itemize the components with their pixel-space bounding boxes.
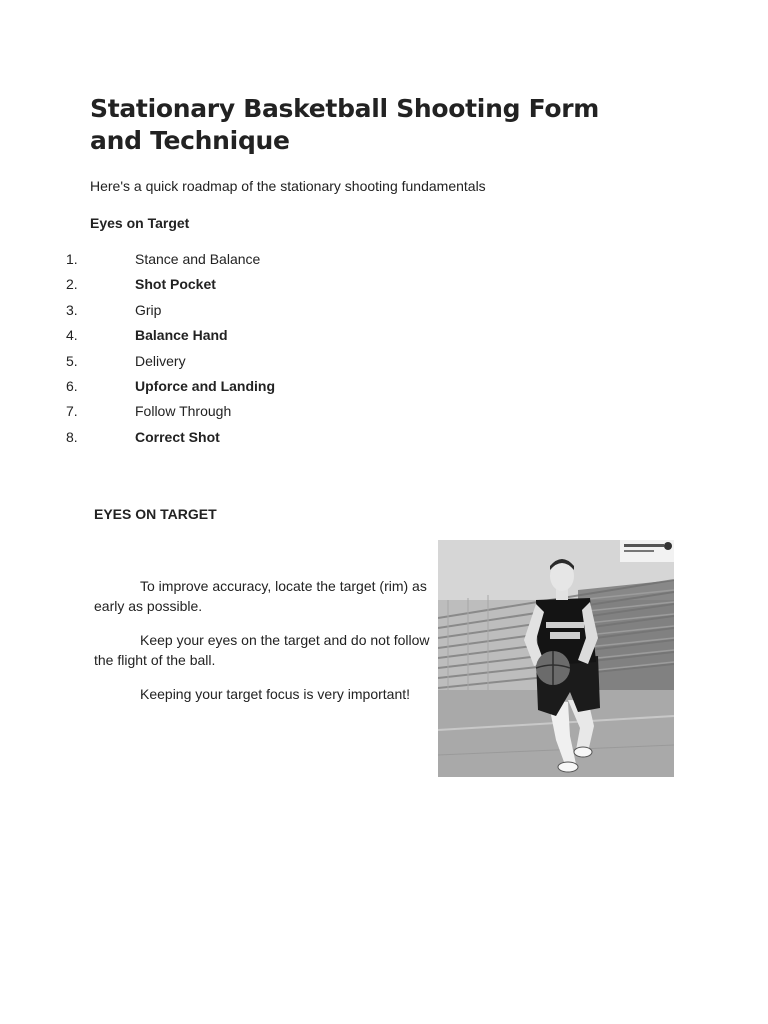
list-item-number: 6. [66,377,78,394]
list-item-label: Delivery [135,352,186,369]
subheading: Eyes on Target [90,215,190,231]
list-item-number: 7. [66,403,78,420]
list-item [0,377,400,402]
body-paragraph: Keeping your target focus is very important! [140,686,411,702]
list-item-number: 1. [66,251,78,267]
list-item [0,250,400,275]
list-item-number: 4. [66,327,78,344]
body-paragraph: Keep your eyes on the target and do not follow the flight of the ball. [94,632,430,668]
list-item-number: 8. [66,428,78,445]
list-item [0,326,400,351]
list-item-number: 3. [66,301,78,318]
list-item [0,352,400,377]
list-item-label: Balance Hand [135,327,228,344]
intro-text: Here's a quick roadmap of the stationary shooting fundamentals [90,178,486,194]
list-item-label: Follow Through [135,403,232,420]
list-item [0,428,400,453]
section-body [94,577,434,720]
list-item-label: Upforce and Landing [135,377,275,394]
list-item [0,301,400,326]
section-heading: EYES ON TARGET [94,506,217,522]
list-item-label: Shot Pocket [135,276,216,293]
fundamentals-list [0,250,400,453]
body-paragraph: To improve accuracy, locate the target (rim) as early as possible. [94,578,427,614]
list-item-label: Grip [135,301,162,318]
list-item-label: Correct Shot [135,428,220,445]
list-item-number: 2. [66,276,78,293]
page-title: Stationary Basketball Shooting Form and Technique [90,94,599,155]
list-item-label: Stance and Balance [135,251,261,267]
player-photo [438,540,674,777]
list-item [0,275,400,300]
list-item [0,402,400,427]
player-photo-illustration [438,540,674,777]
list-item-number: 5. [66,352,78,369]
